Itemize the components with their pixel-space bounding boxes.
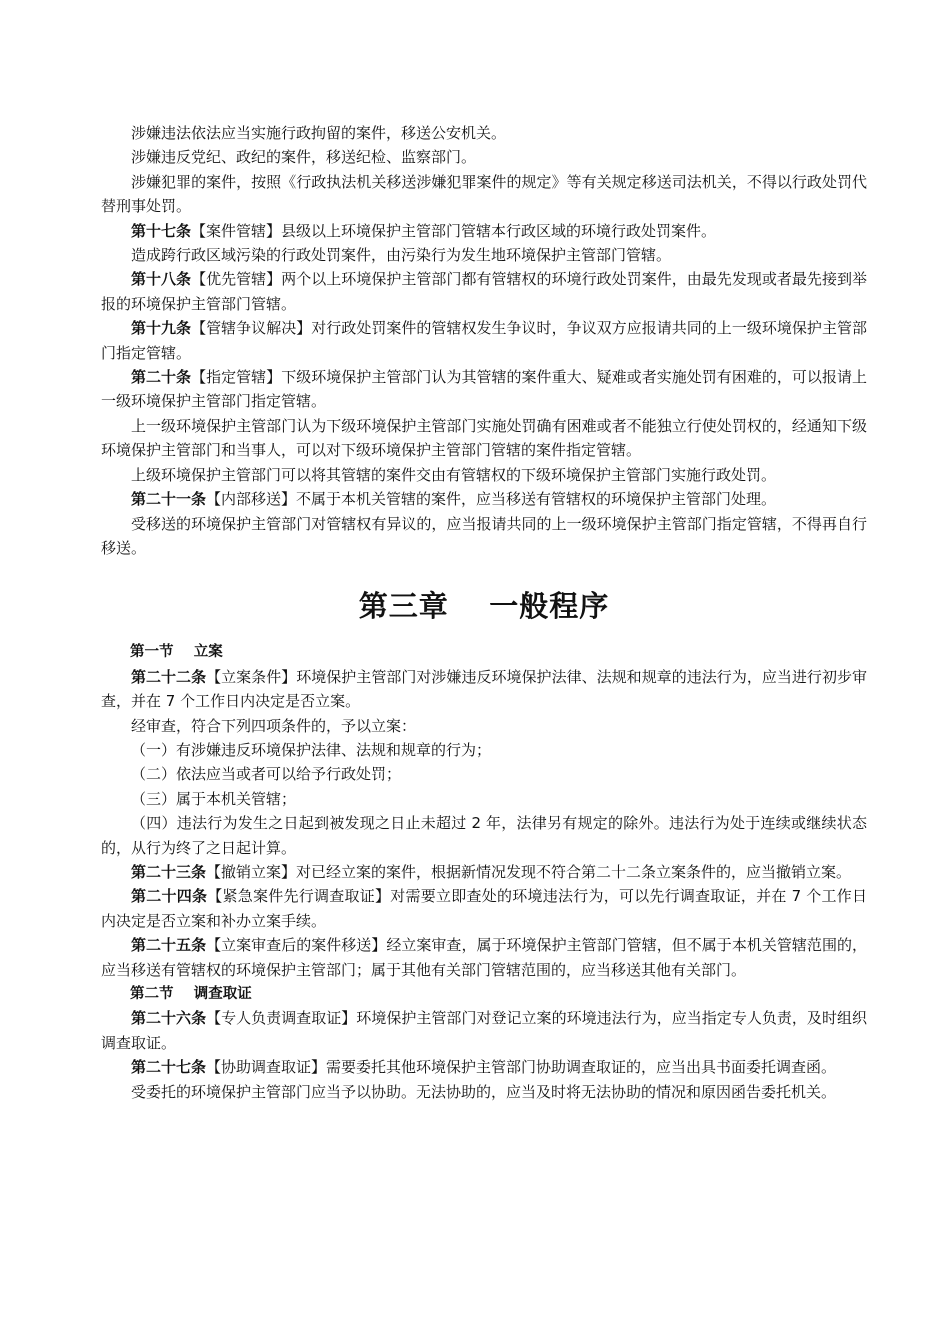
paragraph-text: 【立案审查后的案件移送】经立案审查，属于环境保护主管部门管辖，但不属于本机关管辖范围的，应当移送有管辖权的环境保护主管部门；属于其他有关部门管辖范围的，应当移送其他有关部门。 bbox=[101, 936, 867, 979]
article-title: 第十九条 bbox=[131, 319, 192, 338]
paragraph bbox=[101, 414, 867, 463]
paragraph bbox=[101, 243, 867, 267]
paragraph-text: 经审查，符合下列四项条件的，予以立案： bbox=[131, 716, 417, 735]
paragraph bbox=[101, 811, 867, 860]
paragraph-text: 【内部移送】不属于本机关管辖的案件，应当移送有管辖权的环境保护主管部门处理。 bbox=[206, 490, 777, 509]
article-title: 第二十一条 bbox=[131, 490, 207, 509]
article-title: 第二十六条 bbox=[131, 1009, 207, 1028]
paragraph bbox=[101, 933, 867, 982]
paragraph bbox=[101, 1006, 867, 1055]
paragraph bbox=[101, 1055, 867, 1079]
paragraph bbox=[101, 1080, 867, 1104]
paragraph bbox=[101, 860, 867, 884]
article-title: 第二十七条 bbox=[131, 1058, 207, 1077]
paragraph-text: 【指定管辖】下级环境保护主管部门认为其管辖的案件重大、疑难或者实施处罚有困难的，可以报请上一级环境保护主管部门指定管辖。 bbox=[101, 368, 867, 411]
paragraph-text: 【紧急案件先行调查取证】对需要立即查处的环境违法行为，可以先行调查取证，并在 7 个工作日内决定是否立案和补办立案手续。 bbox=[101, 887, 867, 930]
paragraph-text: 【管辖争议解决】对行政处罚案件的管辖权发生争议时，争议双方应报请共同的上一级环境保护主管部门指定管辖。 bbox=[101, 319, 867, 362]
paragraph bbox=[101, 787, 867, 811]
article-title: 第十七条 bbox=[131, 221, 192, 240]
article-title: 第二十条 bbox=[131, 368, 192, 387]
paragraph bbox=[101, 665, 867, 714]
paragraph-text: 【协助调查取证】需要委托其他环境保护主管部门协助调查取证的，应当出具书面委托调查函。 bbox=[206, 1058, 837, 1077]
paragraph bbox=[101, 463, 867, 487]
paragraph-text: 上一级环境保护主管部门认为下级环境保护主管部门实施处罚确有困难或者不能独立行使处罚权的，经通知下级环境保护主管部门和当事人，可以对下级环境保护主管部门管辖的案件指定管辖。 bbox=[101, 416, 867, 460]
chapter-number: 第三章 bbox=[358, 589, 449, 624]
paragraph-text: （三）属于本机关管辖； bbox=[131, 789, 297, 808]
article-title: 第二十二条 bbox=[131, 667, 207, 686]
paragraph-text: 【案件管辖】县级以上环境保护主管部门管辖本行政区域的环境行政处罚案件。 bbox=[191, 221, 717, 240]
paragraph bbox=[101, 714, 867, 738]
paragraph bbox=[101, 512, 867, 561]
paragraph-text: 受委托的环境保护主管部门应当予以协助。无法协助的，应当及时将无法协助的情况和原因函告委托机关。 bbox=[131, 1082, 837, 1101]
section-number: 第二节 bbox=[130, 986, 174, 1002]
paragraph bbox=[101, 487, 867, 511]
paragraph-text: 涉嫌违反党纪、政纪的案件，移送纪检、监察部门。 bbox=[131, 148, 477, 167]
paragraph-text: 上级环境保护主管部门可以将其管辖的案件交由有管辖权的下级环境保护主管部门实施行政处罚。 bbox=[131, 465, 777, 484]
section-title: 调查取证 bbox=[193, 986, 252, 1002]
article-title: 第十八条 bbox=[131, 270, 192, 289]
paragraph-text: （四）违法行为发生之日起到被发现之日止未超过 2 年，法律另有规定的除外。违法行为处于连续或继续状态的，从行为终了之日起计算。 bbox=[101, 814, 867, 857]
section-title: 立案 bbox=[193, 644, 223, 661]
paragraph-text: 【专人负责调查取证】环境保护主管部门对登记立案的环境违法行为，应当指定专人负责，及时组织调查取证。 bbox=[101, 1009, 867, 1052]
section-heading bbox=[101, 982, 867, 1006]
paragraph-text: （一）有涉嫌违反环境保护法律、法规和规章的行为； bbox=[131, 740, 492, 759]
section-2 bbox=[101, 982, 867, 1104]
paragraph-text: 【优先管辖】两个以上环境保护主管部门都有管辖权的环境行政处罚案件，由最先发现或者最先接到举报的环境保护主管部门管辖。 bbox=[101, 270, 867, 313]
paragraph bbox=[101, 762, 867, 786]
paragraph-text: （二）依法应当或者可以给予行政处罚； bbox=[131, 765, 402, 784]
chapter-heading bbox=[101, 560, 867, 640]
paragraph bbox=[101, 365, 867, 414]
paragraph-text: 【立案条件】环境保护主管部门对涉嫌违反环境保护法律、法规和规章的违法行为，应当进行初步审查，并在 7 个工作日内决定是否立案。 bbox=[101, 667, 867, 711]
paragraph bbox=[101, 738, 867, 762]
section-heading bbox=[101, 640, 867, 664]
article-title: 第二十五条 bbox=[131, 936, 207, 955]
paragraph bbox=[101, 316, 867, 365]
article-title: 第二十四条 bbox=[131, 887, 208, 906]
paragraph-text: 涉嫌犯罪的案件，按照《行政执法机关移送涉嫌犯罪案件的规定》等有关规定移送司法机关，不得以行政处罚代替刑事处罚。 bbox=[101, 172, 867, 216]
paragraph-text: 【撤销立案】对已经立案的案件，根据新情况发现不符合第二十二条立案条件的，应当撤销立案。 bbox=[206, 862, 852, 881]
paragraph bbox=[101, 884, 867, 933]
paragraph bbox=[101, 267, 867, 316]
section-1 bbox=[101, 640, 867, 982]
top-paragraphs bbox=[101, 121, 867, 560]
paragraph bbox=[101, 170, 867, 219]
section-number: 第一节 bbox=[130, 644, 174, 661]
paragraph bbox=[101, 121, 867, 145]
paragraph-text: 涉嫌违法依法应当实施行政拘留的案件，移送公安机关。 bbox=[131, 124, 507, 142]
paragraph-text: 受移送的环境保护主管部门对管辖权有异议的，应当报请共同的上一级环境保护主管部门指定管辖，不得再自行移送。 bbox=[101, 514, 867, 557]
paragraph bbox=[101, 219, 867, 243]
article-title: 第二十三条 bbox=[131, 862, 207, 881]
chapter-title: 一般程序 bbox=[489, 589, 610, 624]
paragraph bbox=[101, 145, 867, 169]
document-page bbox=[101, 121, 867, 1104]
paragraph-text: 造成跨行政区域污染的行政处罚案件，由污染行为发生地环境保护主管部门管辖。 bbox=[131, 246, 672, 265]
